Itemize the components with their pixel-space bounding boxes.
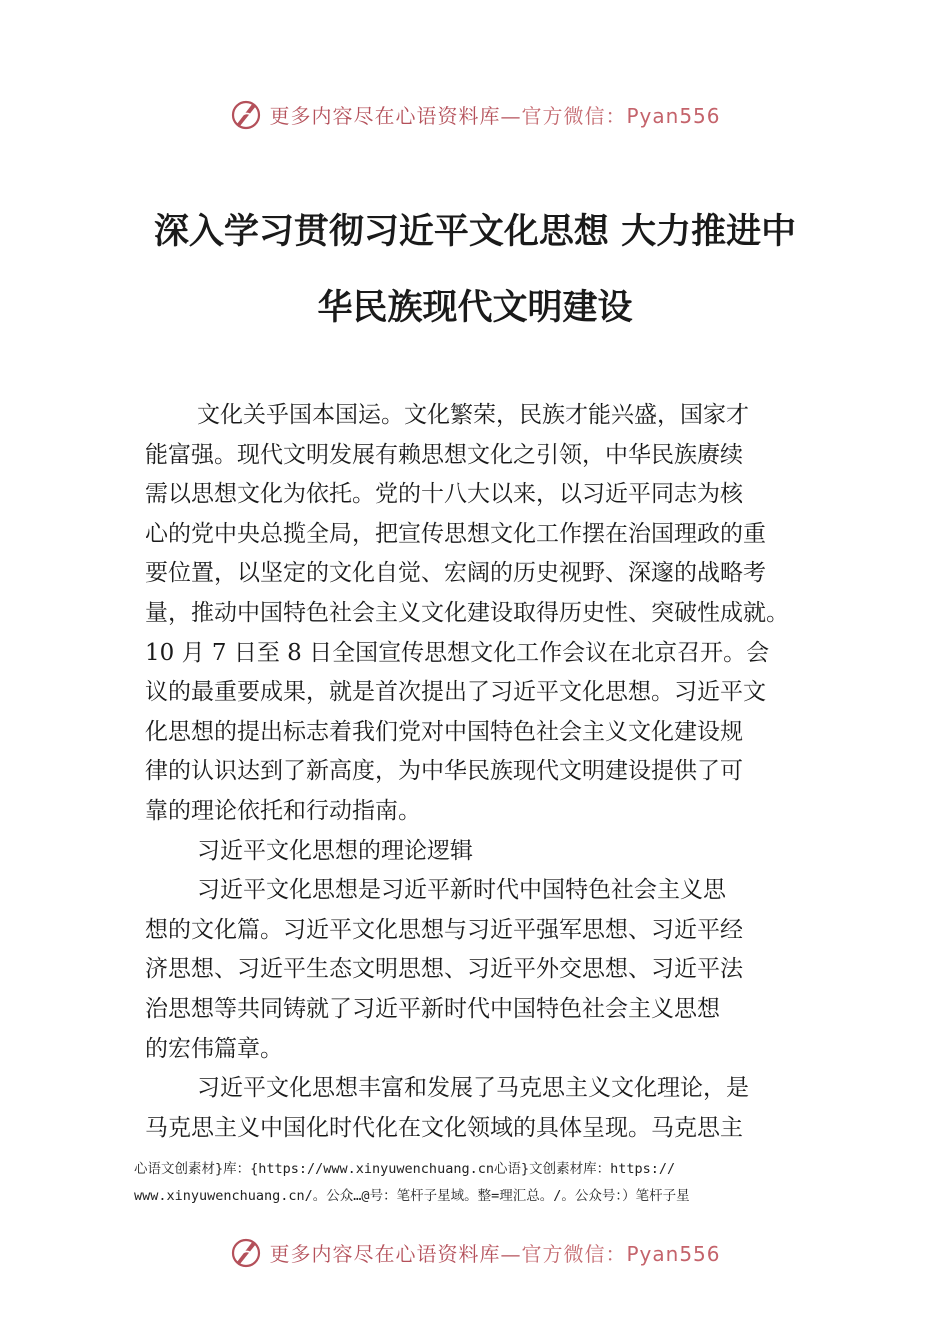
body-line: 想的文化篇。习近平文化思想与习近平强军思想、习近平经 [145,916,743,943]
body-line: 的宏伟篇章。 [145,1035,283,1062]
body-line: 10 月 7 日至 8 日全国宣传思想文化工作会议在北京召开。会 [145,639,770,666]
body-line: 化思想的提出标志着我们党对中国特色社会主义文化建设规 [145,718,743,745]
body-line: 律的认识达到了新高度，为中华民族现代文明建设提供了可 [145,758,743,785]
body-line: 需以思想文化为依托。党的十八大以来，以习近平同志为核 [145,481,743,508]
banner-prefix: 更多内容尽在心语资料库— [269,103,522,128]
document-title-line-2: 华民族现代文明建设 [317,287,633,328]
banner-wechat-label: 官方微信： [521,103,627,128]
banner-prefix: 更多内容尽在心语资料库— [269,1241,522,1266]
quill-logo-icon [229,97,263,131]
body-line: 要位置，以坚定的文化自觉、宏阔的历史视野、深邃的战略考 [145,560,766,587]
body-line: 济思想、习近平生态文明思想、习近平外交思想、习近平法 [145,956,743,983]
body-line: 量，推动中国特色社会主义文化建设取得历史性、突破性成就。 [145,599,789,626]
body-line: 习近平文化思想丰富和发展了马克思主义文化理论，是 [197,1075,749,1102]
body-line: 靠的理论依托和行动指南。 [145,797,421,824]
body-line: 心的党中央总揽全局，把宣传思想文化工作摆在治国理政的重 [145,520,766,547]
body-line: 文化关乎国本国运。文化繁荣，民族才能兴盛，国家才 [197,402,749,428]
body-line: 能富强。现代文明发展有赖思想文化之引领，中华民族赓续 [145,441,743,468]
section-heading: 习近平文化思想的理论逻辑 [197,837,473,864]
footer-line-2: www.xinyuwenchuang.cn/。公众…@号：笔杆子星域。整=理汇总。/。公众号：）笔杆子星 [134,1188,690,1204]
article-body [145,396,845,1148]
banner-wechat-account: Pyan556 [626,1241,721,1266]
body-line: 习近平文化思想是习近平新时代中国特色社会主义思 [197,877,726,904]
banner-text [269,1238,720,1267]
bottom-banner [0,1230,950,1274]
body-line: 马克思主义中国化时代化在文化领域的具体呈现。马克思主 [145,1114,743,1141]
body-line: 议的最重要成果，就是首次提出了习近平文化思想。习近平文 [145,679,766,706]
quill-logo-icon [229,1235,263,1269]
document-title-line-1: 深入学习贯彻习近平文化思想 大力推进中 [153,211,797,252]
top-banner [0,92,950,136]
footer-line-1: 心语文创素材}库：{https://www.xinyuwenchuang.cn心语}文创素材库：https:// [134,1161,676,1177]
body-line: 治思想等共同铸就了习近平新时代中国特色社会主义思想 [145,995,720,1022]
banner-wechat-label: 官方微信： [521,1241,627,1266]
footer-note [134,1156,854,1210]
banner-text [269,100,720,129]
banner-wechat-account: Pyan556 [626,103,721,128]
